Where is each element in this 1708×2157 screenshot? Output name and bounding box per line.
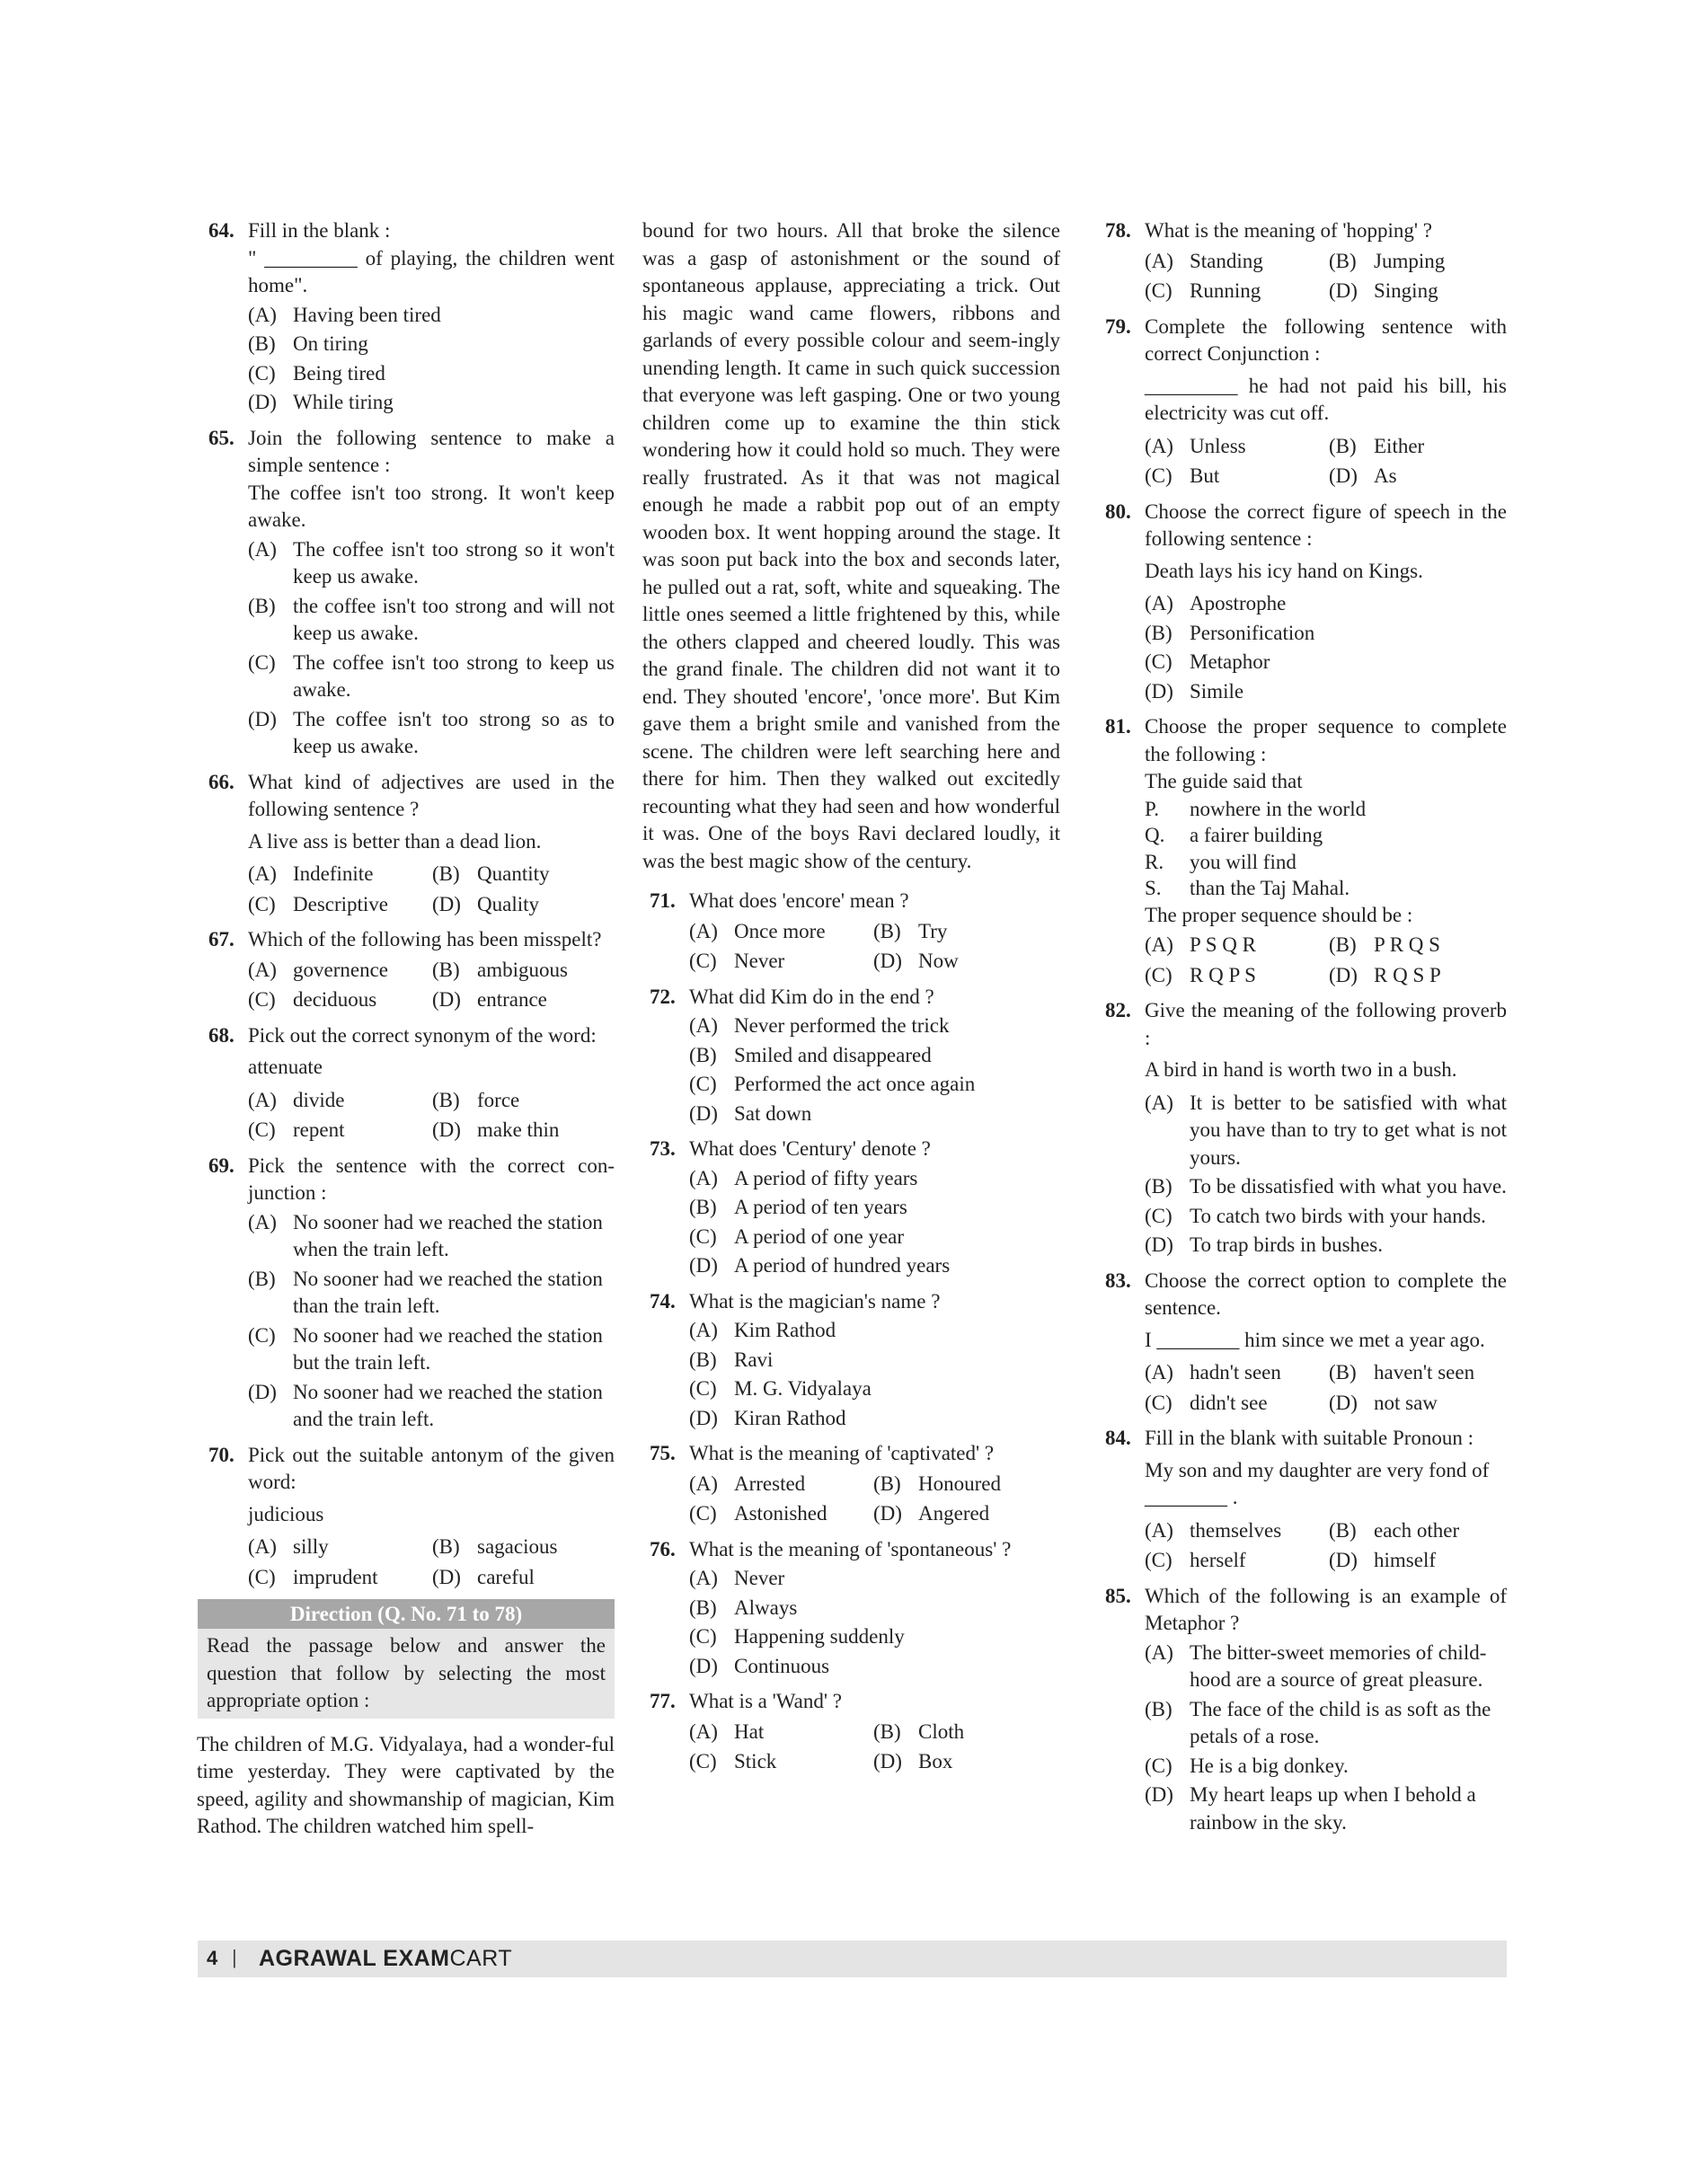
question-66 — [201, 769, 615, 919]
question-text: What is the meaning of 'hopping' ? — [1145, 219, 1432, 242]
option-a: (A) themselves — [1145, 1518, 1282, 1542]
sequence-part-s: S. than the Taj Mahal. — [1145, 877, 1350, 899]
option-d: (D) Angered — [873, 1502, 990, 1525]
option-a: (A) Arrested — [689, 1472, 806, 1495]
option-c: (C) Never — [689, 950, 785, 972]
option-c: (C) repent — [248, 1118, 345, 1141]
passage-part-2: bound for two hours. All that broke the silence was a gasp of astonishment or the sound of spontaneous applause, appreciating a trick. Out his magic wand came flowers, ribbons and garlands of every possible colour and seem-ingly unending length. It came in such quick succession that everyone was left gasping. One or two young children come up to examine the thin stick wondering how it could hold so much. They were really frustrated. As it that was not magical enough he made a rabbit pop out of an empty wooden box. It went hopping around the stage. It was soon put back into the box and seconds later, he pulled out a rat, soft, white and squeaking. The little ones seemed a little frightened by this, while the others clapped and cheered loudly. This was the grand finale. The children did not want it to end. They shouted 'encore', 'once more'. But Kim gave them a bright smile and vanished from the scene. The children were left searching here and there for him. Then they walked out excitedly recounting what they had seen and how wonderful it was. One of the boys Ravi declared loudly, it was the best magic show of the century. — [642, 219, 1060, 872]
question-text: What is the meaning of 'captivated' ? — [689, 1442, 995, 1464]
option-c: (C) herself — [1145, 1549, 1246, 1571]
footer-separator: | — [232, 1946, 237, 1968]
question-text: Fill in the blank : — [248, 219, 391, 242]
question-number: 71. — [650, 889, 676, 912]
question-text: What is the magician's name ? — [689, 1289, 941, 1313]
option-b: (B) P R Q S — [1329, 933, 1440, 956]
option-c: (C) imprudent — [248, 1565, 378, 1588]
option-b: (B) A period of ten years — [689, 1196, 907, 1218]
option-d: (D) Continuous — [689, 1654, 830, 1677]
option-b: (B) Honoured — [873, 1472, 1001, 1495]
option-b: (B) sagacious — [432, 1535, 558, 1558]
option-c: (C) But — [1145, 464, 1220, 487]
option-a: (A) Never performed the trick — [689, 1014, 950, 1037]
question-text: Pick out the suitable antonym of the given word: — [248, 1443, 615, 1493]
sequence-part-q: Q. a fairer building — [1145, 824, 1323, 846]
question-text: Choose the proper sequence to complete the following : — [1145, 715, 1507, 765]
option-d: (D) The coffee isn't too strong so as to keep us awake. — [248, 707, 615, 757]
question-number: 65. — [208, 426, 235, 449]
option-c: (C) Running — [1145, 279, 1261, 302]
option-d: (D) careful — [432, 1565, 535, 1588]
question-72 — [642, 984, 1060, 1128]
question-text: Join the following sentence to make a simple sentence : — [248, 426, 615, 476]
question-67 — [201, 926, 615, 1014]
column-middle — [642, 217, 1060, 1784]
option-b: (B) Jumping — [1329, 249, 1446, 272]
option-d: (D) My heart leaps up when I behold a rainbow in the sky. — [1145, 1783, 1476, 1834]
option-c: (C) deciduous — [248, 988, 377, 1011]
option-a: (A) Standing — [1145, 249, 1263, 272]
question-number: 77. — [650, 1690, 676, 1712]
option-b: (B) The face of the child is as soft as the petals of a rose. — [1145, 1697, 1491, 1747]
question-number: 74. — [650, 1289, 676, 1313]
option-a: (A) Hat — [689, 1719, 765, 1743]
option-d: (D) make thin — [432, 1118, 560, 1141]
option-a: (A) divide — [248, 1088, 345, 1111]
option-a: (A) Once more — [689, 919, 826, 942]
option-c: (C) He is a big donkey. — [1145, 1754, 1349, 1777]
question-83 — [1098, 1268, 1507, 1418]
question-text: Choose the correct figure of speech in the following sentence : — [1145, 499, 1507, 550]
sequence-part-p: P. nowhere in the world — [1145, 797, 1367, 820]
question-number: 82. — [1105, 999, 1131, 1021]
question-74 — [642, 1288, 1060, 1433]
option-a: (A) Kim Rathod — [689, 1319, 836, 1341]
option-c: (C) To catch two birds with your hands. — [1145, 1204, 1486, 1227]
option-a: (A) It is better to be satisfied with what you have than to try to get what is not yours. — [1145, 1091, 1507, 1169]
question-number: 78. — [1105, 219, 1131, 242]
question-80 — [1098, 499, 1507, 706]
option-d: (D) To trap birds in bushes. — [1145, 1233, 1383, 1256]
question-71 — [642, 888, 1060, 976]
option-d: (D) No sooner had we reached the station and the train left. — [248, 1380, 603, 1430]
question-text: Which of the following is an example of Metaphor ? — [1145, 1584, 1507, 1634]
option-c: (C) Descriptive — [248, 892, 389, 915]
option-b: (B) Ravi — [689, 1348, 774, 1371]
question-number: 83. — [1105, 1269, 1131, 1292]
option-d: (D) Simile — [1145, 679, 1244, 703]
option-a: (A) Apostrophe — [1145, 592, 1287, 614]
option-d: (D) Now — [873, 950, 959, 972]
question-text: Pick the sentence with the correct con-junction : — [248, 1154, 615, 1204]
option-b: (B) the coffee isn't too strong and will not keep us awake. — [248, 594, 615, 644]
question-68 — [201, 1022, 615, 1145]
question-example: attenuate — [248, 1056, 323, 1078]
passage-part-1: The children of M.G. Vidyalaya, had a wonder-ful time yesterday. They were captivated by the speed, agility and showmanship of magician, Kim Rathod. The children watched him spell- — [197, 1732, 615, 1837]
option-a: (A) silly — [248, 1535, 329, 1558]
option-b: (B) Personification — [1145, 621, 1315, 644]
question-example: My son and my daughter are very fond of ________ . — [1145, 1458, 1490, 1508]
question-text: What does 'Century' denote ? — [689, 1137, 931, 1160]
option-b: (B) each other — [1329, 1518, 1460, 1542]
page-footer — [198, 1940, 1507, 1977]
option-a: (A) Never — [689, 1567, 785, 1589]
question-example: The coffee isn't too strong. It won't keep awake. — [248, 481, 615, 531]
option-c: (C) The coffee isn't too strong to keep us awake. — [248, 650, 615, 701]
column-left — [197, 217, 615, 1841]
sequence-part-r: R. you will find — [1145, 850, 1296, 873]
question-number: 70. — [208, 1443, 235, 1466]
option-d: (D) entrance — [432, 988, 547, 1011]
option-b: (B) Smiled and disappeared — [689, 1043, 932, 1066]
page-number: 4 — [207, 1947, 218, 1969]
question-82 — [1098, 997, 1507, 1260]
option-b: (B) Try — [873, 919, 948, 942]
column-right — [1098, 217, 1507, 1844]
question-intro: The guide said that — [1145, 770, 1303, 792]
question-number: 72. — [650, 985, 676, 1008]
question-number: 84. — [1105, 1427, 1131, 1449]
question-73 — [642, 1136, 1060, 1280]
question-text: Fill in the blank with suitable Pronoun : — [1145, 1427, 1474, 1449]
question-example: Death lays his icy hand on Kings. — [1145, 559, 1423, 582]
question-70 — [201, 1442, 615, 1592]
option-a: (A) Having been tired — [248, 303, 441, 326]
question-text: Complete the following sentence with correct Conjunction : — [1145, 314, 1507, 365]
option-c: (C) M. G. Vidyalaya — [689, 1377, 872, 1400]
question-number: 73. — [650, 1137, 676, 1160]
question-number: 85. — [1105, 1584, 1131, 1607]
option-b: (B) ambiguous — [432, 958, 568, 981]
option-d: (D) Box — [873, 1750, 953, 1772]
question-text: What is the meaning of 'spontaneous' ? — [689, 1537, 1012, 1560]
direction-text: Read the passage below and answer the question that follow by selecting the most appropriate option : — [198, 1629, 615, 1719]
option-b: (B) To be dissatisfied with what you have. — [1145, 1175, 1507, 1198]
option-b: (B) haven't seen — [1329, 1361, 1475, 1383]
question-84 — [1098, 1425, 1507, 1575]
question-text: Which of the following has been misspelt? — [248, 928, 602, 950]
question-text: What is a 'Wand' ? — [689, 1690, 842, 1712]
question-example: I ________ him since we met a year ago. — [1145, 1328, 1485, 1351]
option-c: (C) Being tired — [248, 361, 385, 385]
option-a: (A) governence — [248, 958, 388, 981]
option-d: (D) Quality — [432, 892, 539, 915]
option-a: (A) A period of fifty years — [689, 1166, 918, 1189]
option-a: (A) No sooner had we reached the station when the train left. — [248, 1210, 603, 1260]
question-76 — [642, 1536, 1060, 1681]
brand-logo: AGRAWAL EXAMCART — [259, 1946, 513, 1971]
option-b: (B) No sooner had we reached the station than the train left. — [248, 1267, 603, 1317]
option-c: (C) A period of one year — [689, 1224, 905, 1248]
question-number: 76. — [650, 1537, 676, 1560]
question-text: What kind of adjectives are used in the following sentence ? — [248, 770, 615, 820]
option-d: (D) Sat down — [689, 1101, 812, 1125]
option-a: (A) hadn't seen — [1145, 1361, 1281, 1383]
question-77 — [642, 1688, 1060, 1776]
question-number: 75. — [650, 1442, 676, 1464]
option-c: (C) didn't see — [1145, 1391, 1268, 1414]
question-79 — [1098, 314, 1507, 491]
question-example: A live ass is better than a dead lion. — [248, 829, 542, 853]
question-number: 80. — [1105, 499, 1131, 523]
option-b: (B) Cloth — [873, 1719, 965, 1743]
option-c: (C) R Q P S — [1145, 963, 1256, 986]
option-a: (A) P S Q R — [1145, 933, 1256, 956]
question-outro: The proper sequence should be : — [1145, 903, 1413, 926]
option-b: (B) Always — [689, 1596, 798, 1619]
option-c: (C) Stick — [689, 1750, 777, 1772]
question-65 — [201, 425, 615, 761]
option-c: (C) Happening suddenly — [689, 1625, 905, 1648]
option-c: (C) Astonished — [689, 1502, 827, 1525]
direction-heading: Direction (Q. No. 71 to 78) — [198, 1599, 615, 1629]
question-example: " _________ of playing, the children went home". — [248, 246, 615, 296]
question-text: Give the meaning of the following proverb : — [1145, 999, 1507, 1049]
question-text: What does 'encore' mean ? — [689, 889, 909, 912]
question-text: Pick out the correct synonym of the word: — [248, 1023, 597, 1047]
question-text: What did Kim do in the end ? — [689, 985, 934, 1008]
question-69 — [201, 1153, 615, 1434]
option-a: (A) Indefinite — [248, 862, 374, 885]
option-b: (B) On tiring — [248, 332, 368, 355]
question-number: 66. — [208, 770, 235, 793]
question-number: 67. — [208, 928, 235, 950]
option-b: (B) Either — [1329, 434, 1425, 457]
option-c: (C) Metaphor — [1145, 650, 1270, 673]
option-d: (D) A period of hundred years — [689, 1254, 951, 1277]
question-example: judicious — [248, 1502, 324, 1525]
question-64 — [201, 217, 615, 417]
option-d: (D) While tiring — [248, 391, 394, 413]
question-example: _________ he had not paid his bill, his electricity was cut off. — [1145, 374, 1507, 424]
option-d: (D) himself — [1329, 1549, 1436, 1571]
question-number: 79. — [1105, 314, 1131, 338]
question-number: 69. — [208, 1154, 235, 1177]
option-a: (A) The coffee isn't too strong so it won't keep us awake. — [248, 537, 615, 588]
option-d: (D) R Q S P — [1329, 963, 1441, 986]
question-number: 68. — [208, 1023, 235, 1047]
option-d: (D) Kiran Rathod — [689, 1406, 846, 1429]
option-c: (C) Performed the act once again — [689, 1073, 976, 1095]
option-c: (C) No sooner had we reached the station but the train left. — [248, 1323, 603, 1374]
question-number: 64. — [208, 219, 235, 242]
option-b: (B) force — [432, 1088, 520, 1111]
question-78 — [1098, 217, 1507, 305]
option-d: (D) not saw — [1329, 1391, 1438, 1414]
option-d: (D) As — [1329, 464, 1397, 487]
question-example: A bird in hand is worth two in a bush. — [1145, 1058, 1457, 1081]
option-b: (B) Quantity — [432, 862, 550, 885]
question-75 — [642, 1440, 1060, 1528]
question-85 — [1098, 1583, 1507, 1837]
question-number: 81. — [1105, 715, 1131, 738]
option-a: (A) Unless — [1145, 434, 1246, 457]
question-81 — [1098, 713, 1507, 989]
option-a: (A) The bitter-sweet memories of child-hood are a source of great pleasure. — [1145, 1640, 1487, 1691]
question-text: Choose the correct option to complete the sentence. — [1145, 1269, 1507, 1319]
option-d: (D) Singing — [1329, 279, 1438, 302]
